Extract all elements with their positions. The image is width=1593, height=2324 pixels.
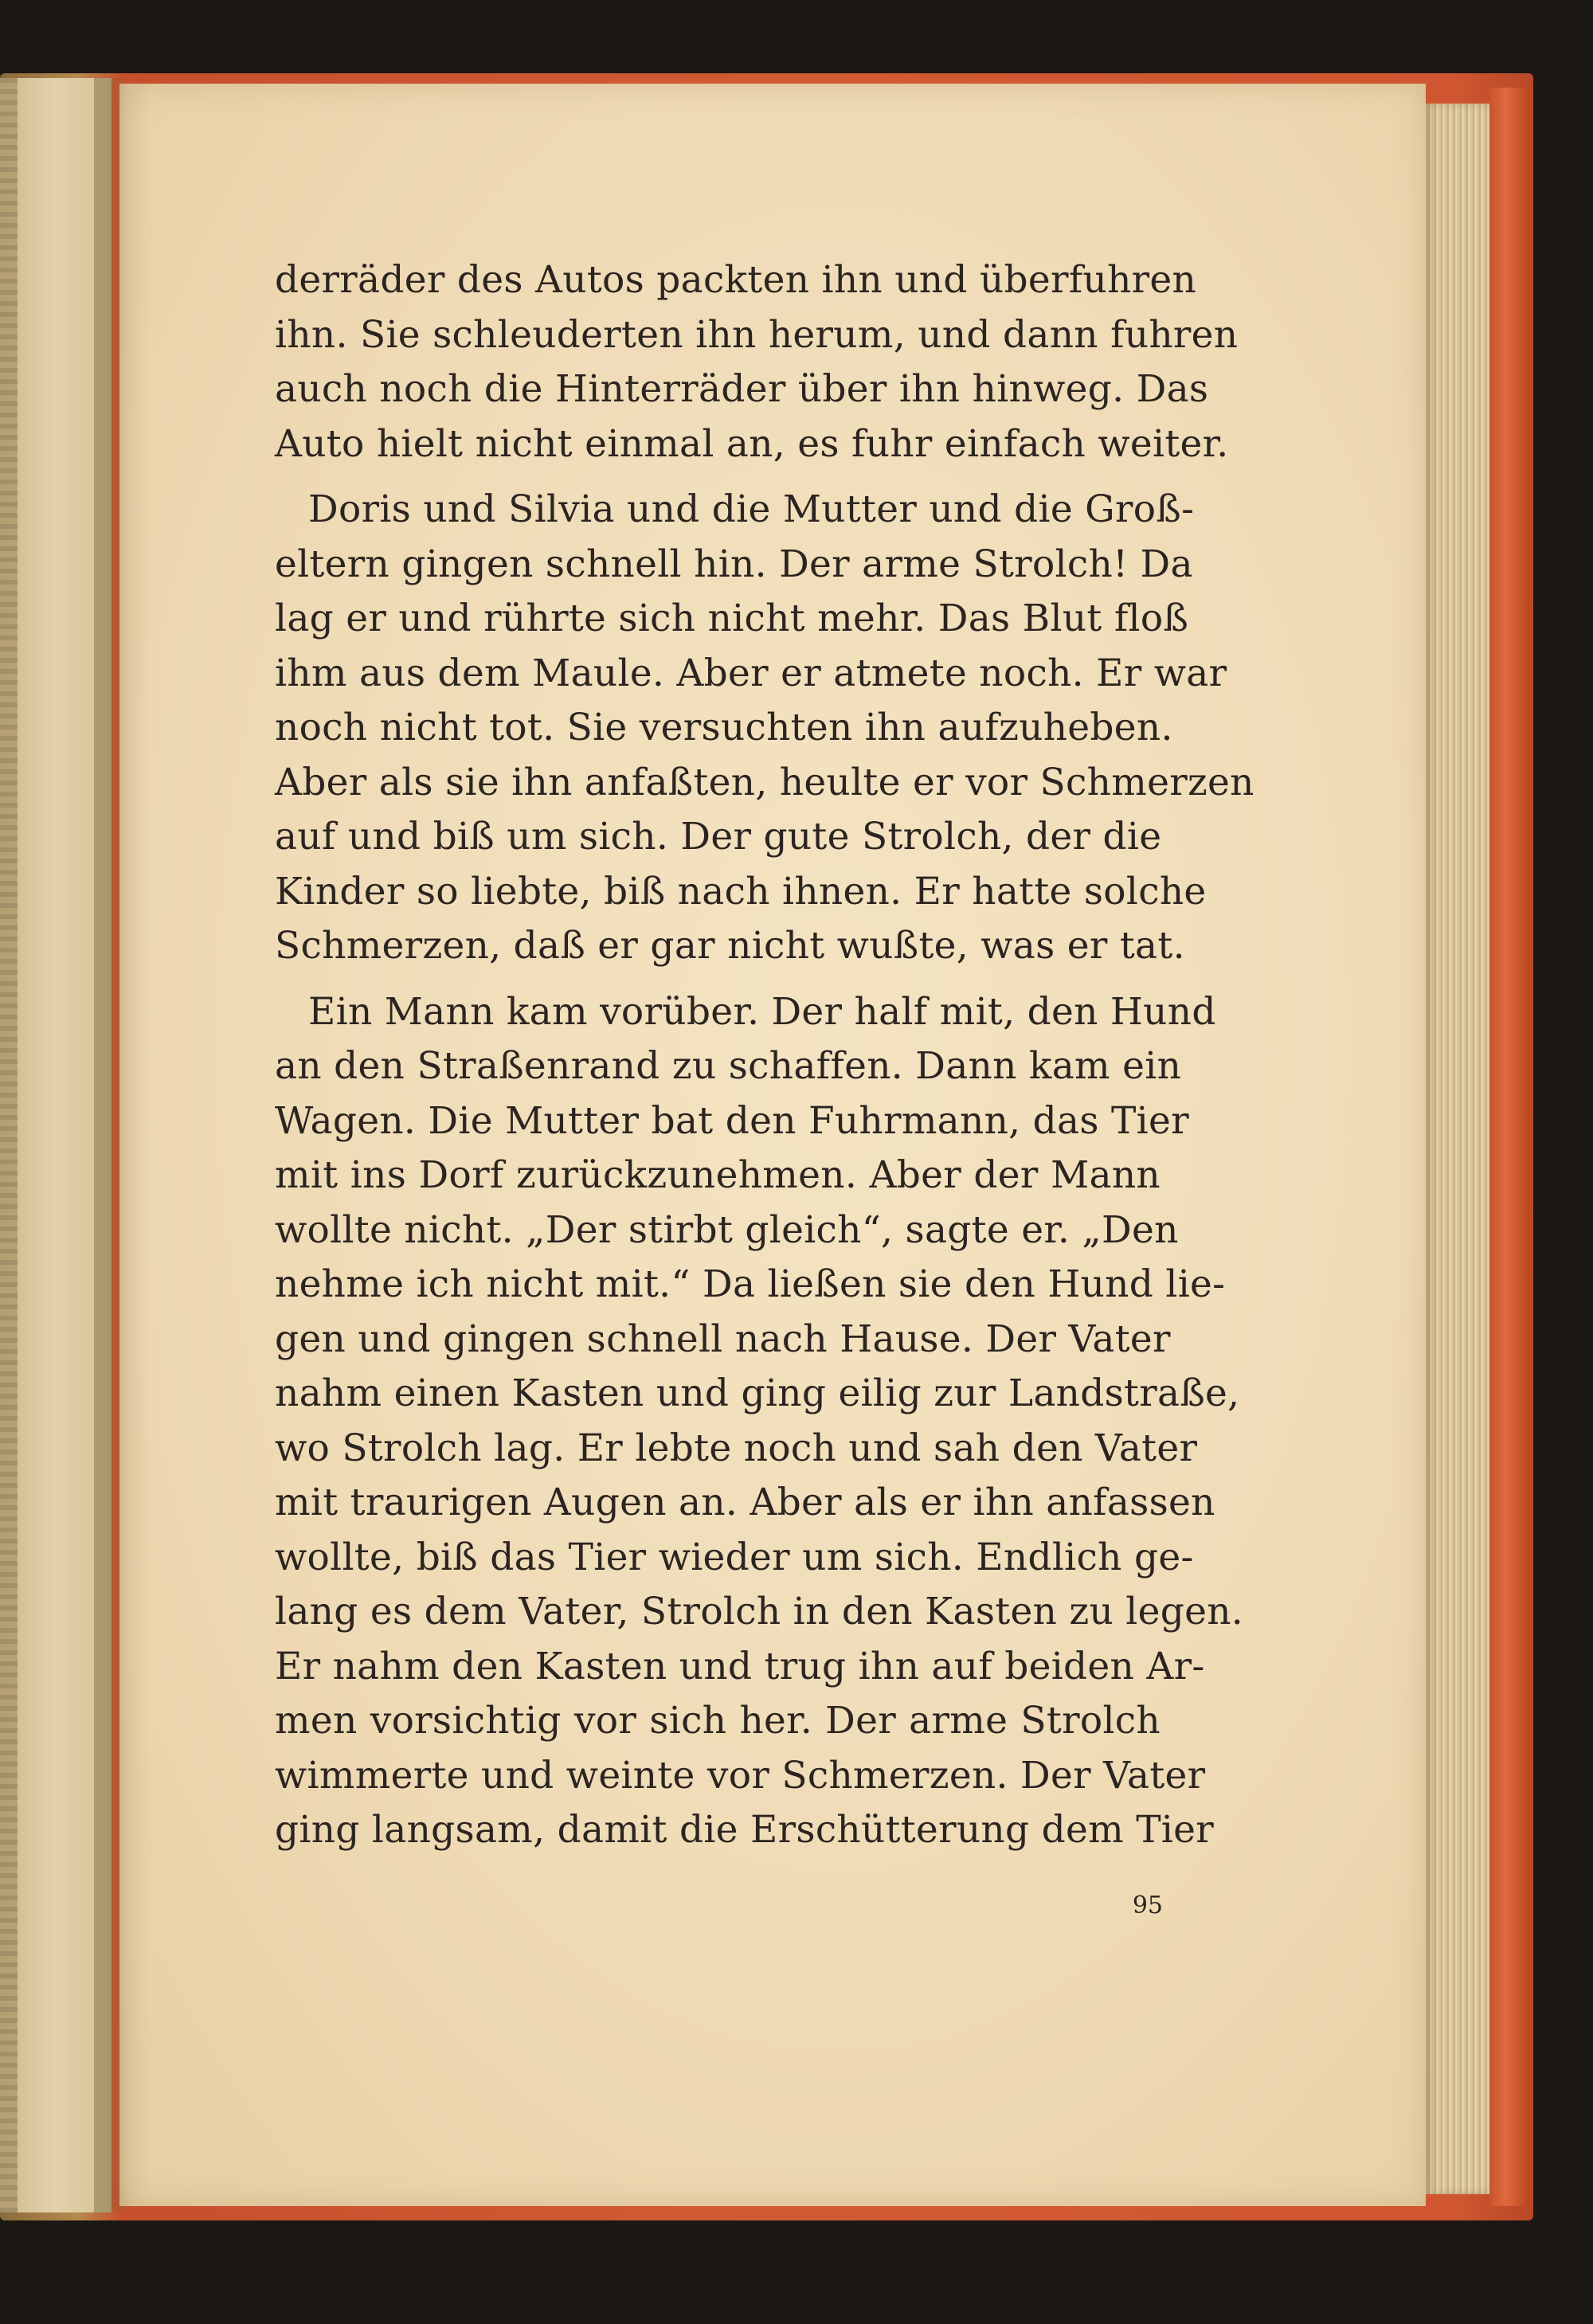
text-line: Schmerzen, daß er gar nicht wußte, was er tat.	[275, 924, 1185, 968]
text-line: ging langsam, damit die Erschütterung dem Tier	[275, 1808, 1215, 1852]
text-line: an den Straßenrand zu schaffen. Dann kam ein	[275, 1044, 1182, 1088]
text-line: lag er und rührte sich nicht mehr. Das Blut floß	[275, 597, 1189, 640]
text-line: wo Strolch lag. Er lebte noch und sah den Vater	[275, 1426, 1198, 1470]
text-line: gen und gingen schnell nach Hause. Der Vater	[275, 1317, 1171, 1361]
text-line: mit traurigen Augen an. Aber als er ihn anfassen	[275, 1481, 1215, 1524]
cover-edge	[1489, 88, 1529, 2206]
paragraph	[275, 985, 1244, 1858]
text-line: Er nahm den Kasten und trug ihn auf beiden Ar-	[275, 1644, 1205, 1688]
text-line: mit ins Dorf zurückzunehmen. Aber der Mann	[275, 1153, 1161, 1197]
paragraph	[275, 483, 1254, 974]
text-line: auf und biß um sich. Der gute Strolch, der die	[275, 815, 1162, 859]
spine-gutter	[94, 78, 150, 2212]
text-line: men vorsichtig vor sich her. Der arme Strolch	[275, 1699, 1161, 1743]
text-line: nehme ich nicht mit.“ Da ließen sie den Hund lie-	[275, 1262, 1226, 1306]
text-line: wimmerte und weinte vor Schmerzen. Der Vater	[275, 1753, 1206, 1798]
text-line: Ein Mann kam vorüber. Der half mit, den Hund	[308, 989, 1216, 1034]
text-line: noch nicht tot. Sie versuchten ihn aufzuheben.	[275, 706, 1173, 749]
text-line: lang es dem Vater, Strolch in den Kasten zu legen.	[275, 1590, 1244, 1633]
text-line: Wagen. Die Mutter bat den Fuhrmann, das Tier	[275, 1098, 1189, 1143]
text-line: eltern gingen schnell hin. Der arme Strolch! Da	[275, 542, 1193, 586]
text-line: auch noch die Hinterräder über ihn hinweg. Das	[275, 367, 1209, 411]
body-text	[275, 253, 1254, 1858]
text-line: nahm einen Kasten und ging eilig zur Landstraße,	[275, 1371, 1240, 1415]
text-line: Aber als sie ihn anfaßten, heulte er vor Schmerzen	[275, 760, 1254, 804]
text-line: Doris und Silvia und die Mutter und die Groß-	[308, 487, 1195, 531]
page-number: 95	[1132, 1892, 1163, 1919]
text-line: Kinder so liebte, biß nach ihnen. Er hatte solche	[275, 869, 1207, 914]
text-line: derräder des Autos packten ihn und überfuhren	[275, 258, 1197, 302]
frayed-binding	[0, 78, 18, 2212]
text-line: wollte, biß das Tier wieder um sich. Endlich ge-	[275, 1535, 1194, 1579]
text-line: ihm aus dem Maule. Aber er atmete noch. Er war	[275, 651, 1227, 695]
paragraph	[275, 253, 1239, 471]
text-line: wollte nicht. „Der stirbt gleich“, sagte er. „Den	[275, 1207, 1179, 1252]
text-line: ihn. Sie schleuderten ihn herum, und dann fuhren	[275, 312, 1239, 357]
page-block-edge	[1426, 104, 1489, 2194]
text-line: Auto hielt nicht einmal an, es fuhr einfach weiter.	[275, 421, 1229, 466]
